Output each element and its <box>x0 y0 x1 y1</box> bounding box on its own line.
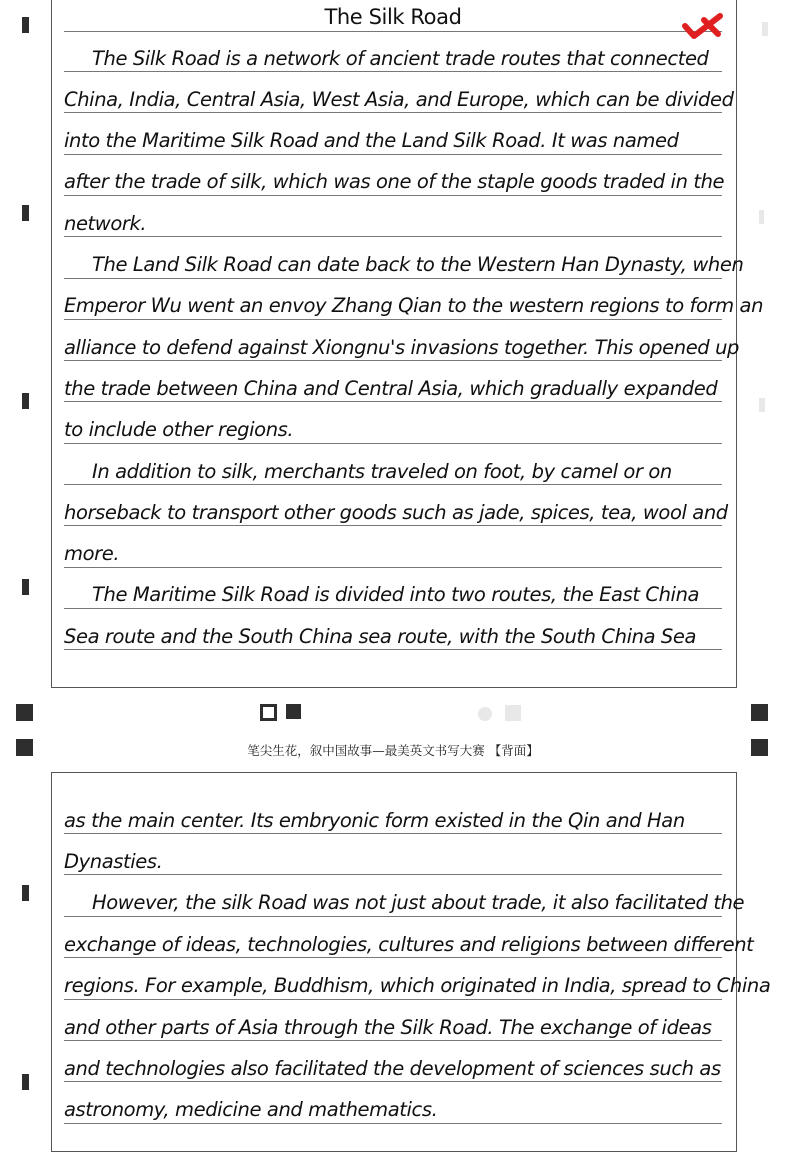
registration-mark <box>22 885 29 901</box>
bleed-through-mark <box>505 705 521 721</box>
handwritten-line: Sea route and the South China sea route, with the South China Sea <box>64 609 722 650</box>
corner-square-mark <box>16 704 33 721</box>
handwritten-line: regions. For example, Buddhism, which originated in India, spread to China <box>64 959 722 1000</box>
bleed-through-mark <box>759 210 764 224</box>
corner-square-mark <box>751 704 768 721</box>
handwritten-line: after the trade of silk, which was one of the staple goods traded in the <box>64 155 722 196</box>
filled-square-mark <box>286 704 301 719</box>
handwritten-line: China, India, Central Asia, West Asia, and Europe, which can be divided <box>64 72 722 113</box>
hollow-square-mark <box>260 704 277 721</box>
writing-sheet-front <box>51 0 764 688</box>
handwritten-line: as the main center. Its embryonic form existed in the Qin and Han <box>64 793 722 834</box>
bleed-through-mark <box>759 398 765 412</box>
handwritten-line: Emperor Wu went an envoy Zhang Qian to the western regions to form an <box>64 279 722 320</box>
handwritten-line: The Silk Road is a network of ancient trade routes that connected <box>64 31 722 72</box>
handwritten-line: Dynasties. <box>64 834 722 875</box>
handwritten-line: the trade between China and Central Asia, which gradually expanded <box>64 361 722 402</box>
handwritten-line: alliance to defend against Xiongnu's invasions together. This opened up <box>64 320 722 361</box>
handwritten-line: The Land Silk Road can date back to the Western Han Dynasty, when <box>64 238 722 279</box>
document-title: The Silk Road <box>64 0 722 32</box>
check-mark-icon <box>682 12 724 40</box>
registration-mark <box>22 205 29 221</box>
handwritten-line: However, the silk Road was not just about trade, it also facilitated the <box>64 876 722 917</box>
registration-mark <box>22 1074 29 1090</box>
handwritten-line: In addition to silk, merchants traveled on foot, by camel or on <box>64 444 722 485</box>
handwritten-line: to include other regions. <box>64 403 722 444</box>
handwritten-line: and other parts of Asia through the Silk Road. The exchange of ideas <box>64 1000 722 1041</box>
registration-mark <box>22 17 29 33</box>
bleed-through-mark <box>478 707 492 721</box>
handwritten-line: The Maritime Silk Road is divided into two routes, the East China <box>64 568 722 609</box>
registration-mark <box>22 393 29 409</box>
registration-mark <box>22 579 29 595</box>
handwritten-line: more. <box>64 527 722 568</box>
handwritten-line: exchange of ideas, technologies, cultures and religions between different <box>64 917 722 958</box>
handwritten-line: astronomy, medicine and mathematics. <box>64 1083 722 1124</box>
handwritten-line: network. <box>64 196 722 237</box>
handwritten-line: and technologies also facilitated the development of sciences such as <box>64 1041 722 1082</box>
handwritten-line: into the Maritime Silk Road and the Land Silk Road. It was named <box>64 114 722 155</box>
writing-sheet-back <box>51 772 771 1152</box>
contest-footer-title: 笔尖生花，叙中国故事—最美英文书写大赛 【背面】 <box>247 743 539 758</box>
bleed-through-mark <box>762 22 768 36</box>
handwritten-line: horseback to transport other goods such as jade, spices, tea, wool and <box>64 485 722 526</box>
